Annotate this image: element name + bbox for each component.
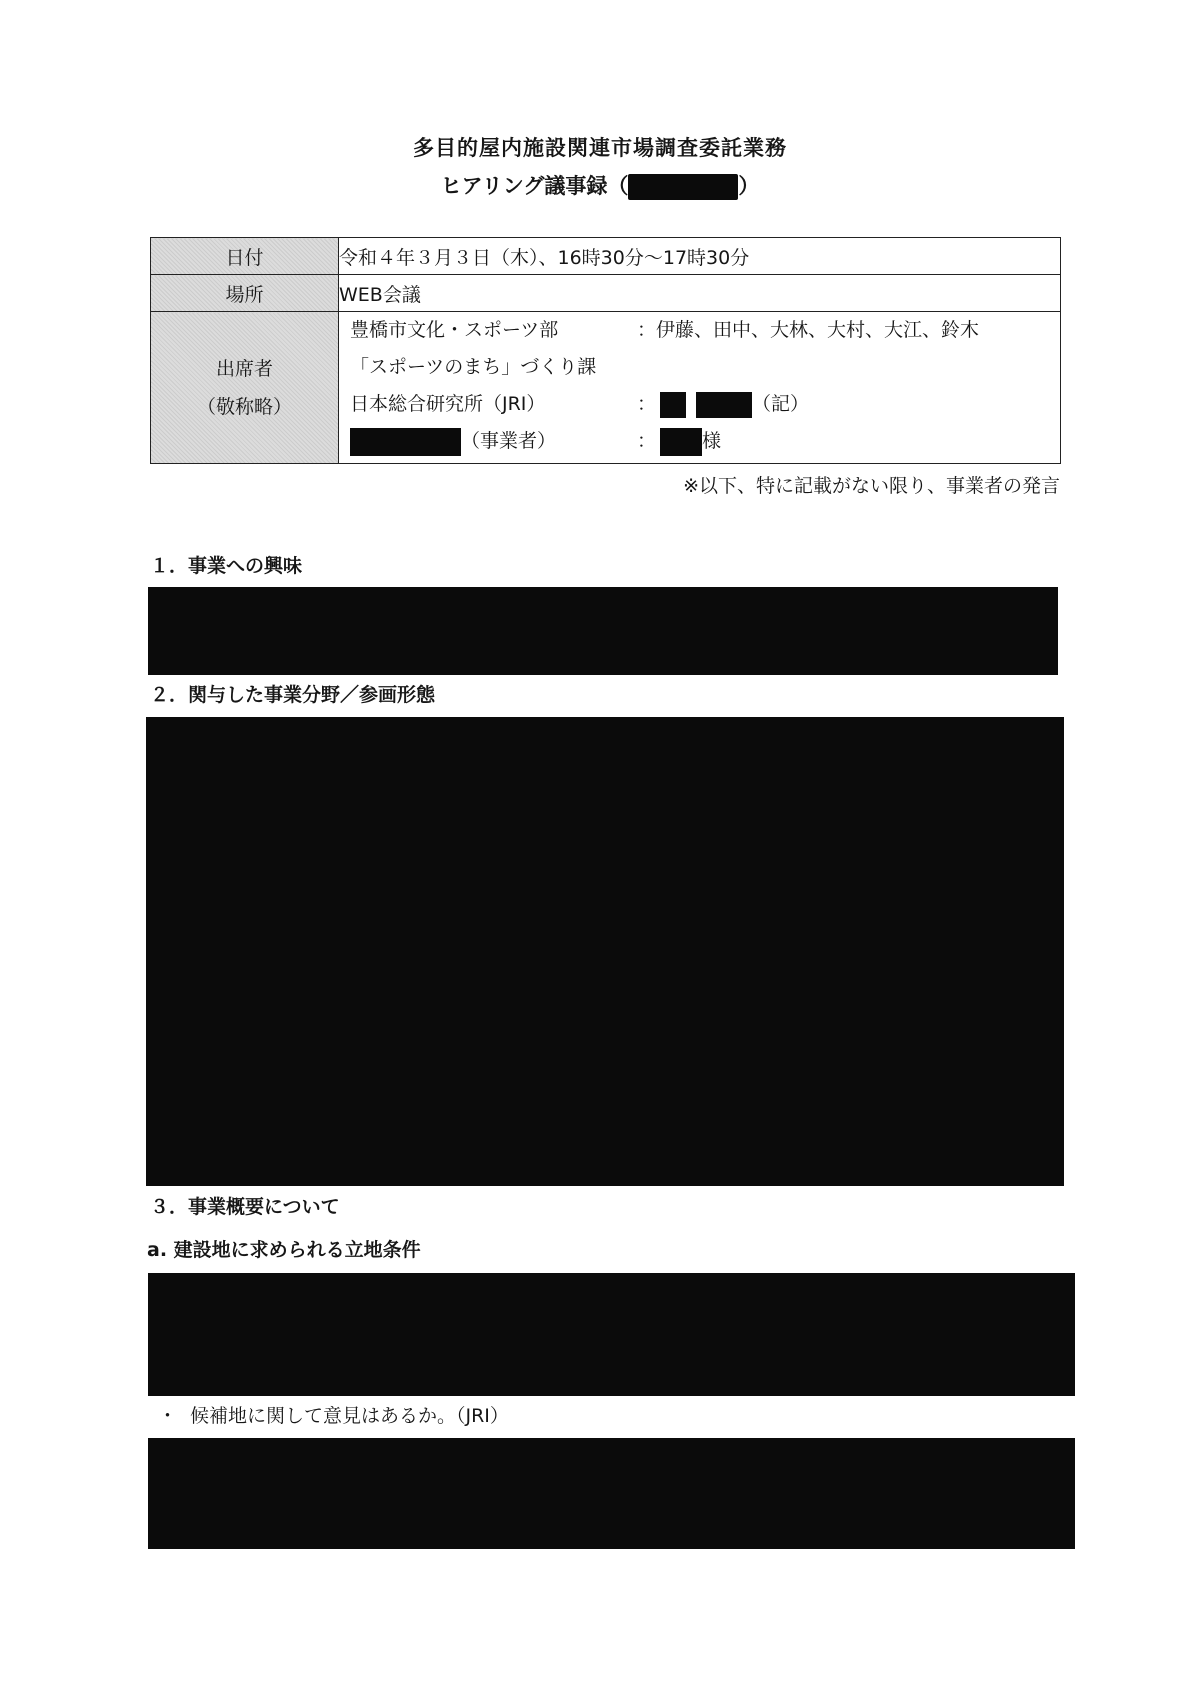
attendees-label [151,312,339,464]
meeting-info-table [150,237,1061,464]
attendees-label-line2: （敬称略） [196,395,292,418]
section-1-heading: １．事業への興味 [150,555,303,577]
attendee-org-1: 豊橋市文化・スポーツ部 [350,319,559,341]
colon-3: ： [637,393,657,415]
attendee-names-3 [637,386,809,423]
company-suffix: （事業者） [461,430,557,452]
honorific-4: 様 [702,430,722,452]
place-row [151,275,1061,312]
subtitle-suffix: ） [738,174,760,198]
attendee-org-2: 「スポーツのまち」づくり課 [350,356,597,378]
redacted-company-name [350,428,461,456]
place-label: 場所 [151,275,339,312]
date-row [151,238,1061,275]
attendee-names-1: ：伊藤、田中、大林、大村、大江、鈴木 [637,319,980,341]
bullet-question: 候補地に関して意見はあるか。（JRI） [190,1405,509,1427]
redacted-block-2 [146,717,1064,1186]
attendee-org-3: 日本総合研究所（JRI） [350,393,546,415]
redacted-block-3 [148,1273,1075,1396]
redacted-block-1 [148,587,1058,675]
redacted-jri-name-1 [660,392,686,418]
redacted-jri-name-2 [696,392,752,418]
document-title: 多目的屋内施設関連市場調査委託業務 [413,136,787,160]
attendees-value [339,312,1061,464]
document-subtitle [0,170,1200,200]
colon-4: ： [637,430,657,452]
redacted-company-person [660,428,702,456]
attendees-label-line1: 出席者 [215,357,273,380]
attendee-names-4 [637,423,721,460]
section-3-heading: ３．事業概要について [150,1196,340,1218]
redacted-block-4 [148,1438,1075,1549]
section-2-heading: ２．関与した事業分野／参画形態 [150,684,436,706]
attendees-row [151,312,1061,464]
date-value: 令和４年３月３日（木）、16時30分〜17時30分 [339,238,1061,275]
place-value: WEB会議 [339,275,1061,312]
bullet-mark: ・ [158,1405,178,1427]
remark-note: ※以下、特に記載がない限り、事業者の発言 [683,475,1060,497]
redacted-name-title [628,174,738,200]
subtitle-prefix: ヒアリング議事録（ [440,174,629,198]
note-suffix-3: （記） [752,393,810,415]
date-label: 日付 [151,238,339,275]
attendee-org-4 [350,423,556,460]
section-3a-heading: a. 建設地に求められる立地条件 [147,1239,421,1261]
